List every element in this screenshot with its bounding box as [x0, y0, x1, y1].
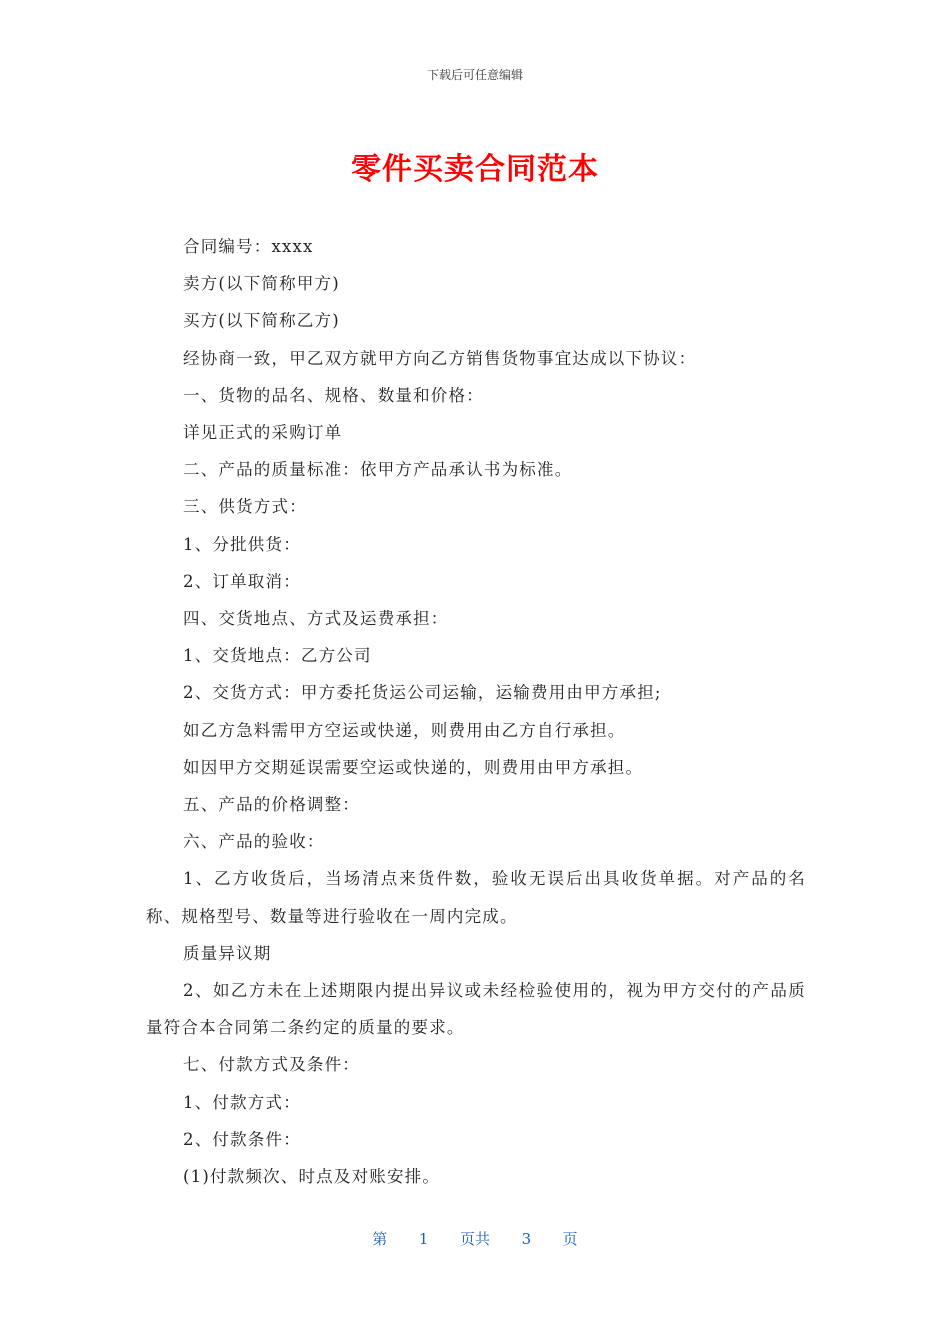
page-header-note: 下载后可任意编辑 [426, 68, 523, 82]
page-number-footer [0, 1228, 950, 1249]
current-page-number: 1 [418, 1230, 429, 1248]
paragraph: 四、交货地点、方式及运费承担： [183, 609, 449, 629]
paragraph: 1、乙方收货后，当场清点来货件数，验收无误后出具收货单据。对产品的名称、规格型号、数量等进行验收在一周内完成。 [146, 869, 806, 926]
paragraph: 三、供货方式： [183, 497, 307, 517]
paragraph: 如因甲方交期延误需要空运或快递的，则费用由甲方承担。 [183, 757, 644, 777]
total-pages-number: 3 [521, 1230, 532, 1248]
document-body [146, 228, 806, 1195]
document-title: 零件买卖合同范本 [351, 152, 599, 187]
footer-prefix: 第 [372, 1230, 388, 1248]
paragraph: 如乙方急料需甲方空运或快递，则费用由乙方自行承担。 [183, 720, 626, 740]
paragraph: 一、货物的品名、规格、数量和价格： [183, 385, 484, 405]
paragraph: 2、付款条件： [183, 1129, 301, 1149]
paragraph: 卖方(以下简称甲方) [183, 274, 340, 294]
paragraph: 六、产品的验收： [183, 832, 325, 852]
paragraph: 2、订单取消： [183, 571, 301, 591]
paragraph: 七、付款方式及条件： [183, 1055, 360, 1075]
footer-suffix: 页 [562, 1230, 578, 1248]
paragraph: 买方(以下简称乙方) [183, 311, 340, 331]
paragraph: 经协商一致，甲乙双方就甲方向乙方销售货物事宜达成以下协议： [183, 348, 697, 368]
footer-middle: 页共 [459, 1230, 490, 1248]
paragraph: 详见正式的采购订单 [183, 423, 343, 443]
paragraph: 1、分批供货： [183, 534, 301, 554]
paragraph: 1、付款方式： [183, 1092, 301, 1112]
paragraph: 2、如乙方未在上述期限内提出异议或未经检验使用的，视为甲方交付的产品质量符合本合同第二条约定的质量的要求。 [146, 981, 806, 1038]
paragraph: 质量异议期 [183, 943, 272, 963]
paragraph: 1、交货地点：乙方公司 [183, 646, 372, 666]
paragraph: (1)付款频次、时点及对账安排。 [183, 1167, 441, 1187]
paragraph: 二、产品的质量标准：依甲方产品承认书为标准。 [183, 460, 573, 480]
paragraph: 合同编号：xxxx [183, 237, 314, 256]
paragraph: 2、交货方式：甲方委托货运公司运输，运输费用由甲方承担; [183, 683, 662, 703]
paragraph: 五、产品的价格调整： [183, 795, 360, 815]
